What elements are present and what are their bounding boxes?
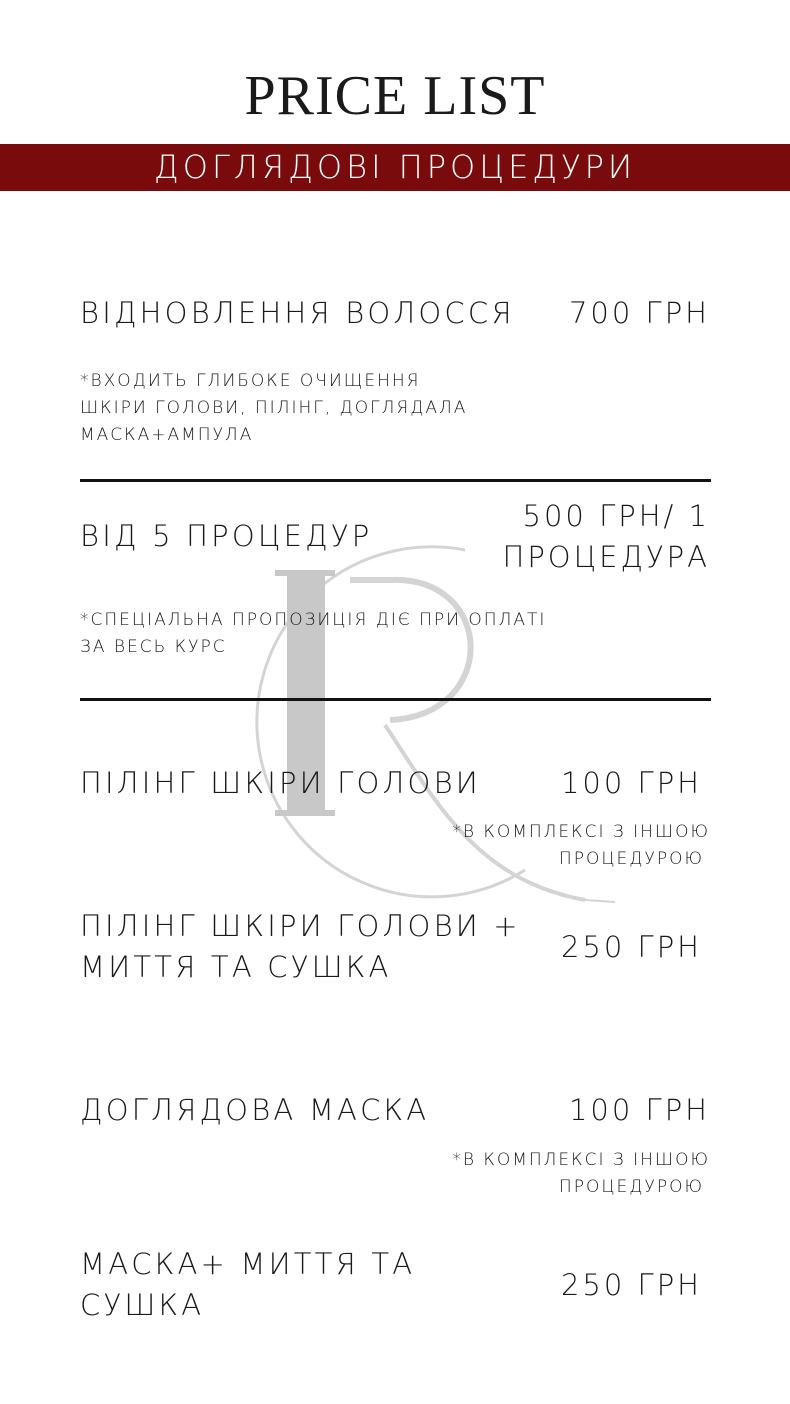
service-name: ПІЛІНГ ШКІРИ ГОЛОВИ + — [80, 909, 521, 943]
service-note: ПРОЦЕДУРОЮ — [558, 1177, 704, 1197]
service-note: *В КОМПЛЕКСІ З ІНШОЮ — [452, 822, 710, 842]
service-price: 250 ГРН — [560, 930, 702, 964]
service-name: ВІД 5 ПРОЦЕДУР — [80, 519, 373, 553]
service-name: СУШКА — [80, 1288, 205, 1322]
service-price: 100 ГРН — [568, 1093, 710, 1127]
service-note: МАСКА+АМПУЛА — [80, 425, 254, 445]
service-name: МИТТЯ ТА СУШКА — [80, 950, 392, 984]
divider — [80, 698, 711, 701]
service-name: ДОГЛЯДОВА МАСКА — [80, 1093, 430, 1127]
service-note: *ВХОДИТЬ ГЛИБОКЕ ОЧИЩЕННЯ — [80, 371, 421, 391]
service-note: ШКІРИ ГОЛОВИ, ПІЛІНГ, ДОГЛЯДАЛА — [80, 398, 468, 418]
service-note: *В КОМПЛЕКСІ З ІНШОЮ — [452, 1150, 710, 1170]
service-note: *СПЕЦІАЛЬНА ПРОПОЗИЦІЯ ДІЄ ПРИ ОПЛАТІ — [80, 610, 547, 630]
service-name: МАСКА+ МИТТЯ ТА — [80, 1247, 416, 1281]
service-note: ПРОЦЕДУРОЮ — [558, 849, 704, 869]
service-name: ПІЛІНГ ШКІРИ ГОЛОВИ — [80, 766, 481, 800]
service-note: ЗА ВЕСЬ КУРС — [80, 637, 227, 657]
section-banner-label: ДОГЛЯДОВІ ПРОЦЕДУРИ — [153, 148, 637, 186]
service-price: 700 ГРН — [568, 296, 710, 330]
service-price: 500 ГРН/ 1 — [522, 499, 710, 533]
service-price: 250 ГРН — [560, 1268, 702, 1302]
page-title: PRICE LIST — [244, 65, 546, 127]
section-banner — [0, 144, 790, 191]
watermark-letter: R — [195, 455, 207, 474]
divider — [80, 479, 711, 482]
service-name: ВІДНОВЛЕННЯ ВОЛОССЯ — [80, 296, 515, 330]
service-price: 100 ГРН — [560, 766, 702, 800]
service-price: ПРОЦЕДУРА — [502, 540, 710, 574]
